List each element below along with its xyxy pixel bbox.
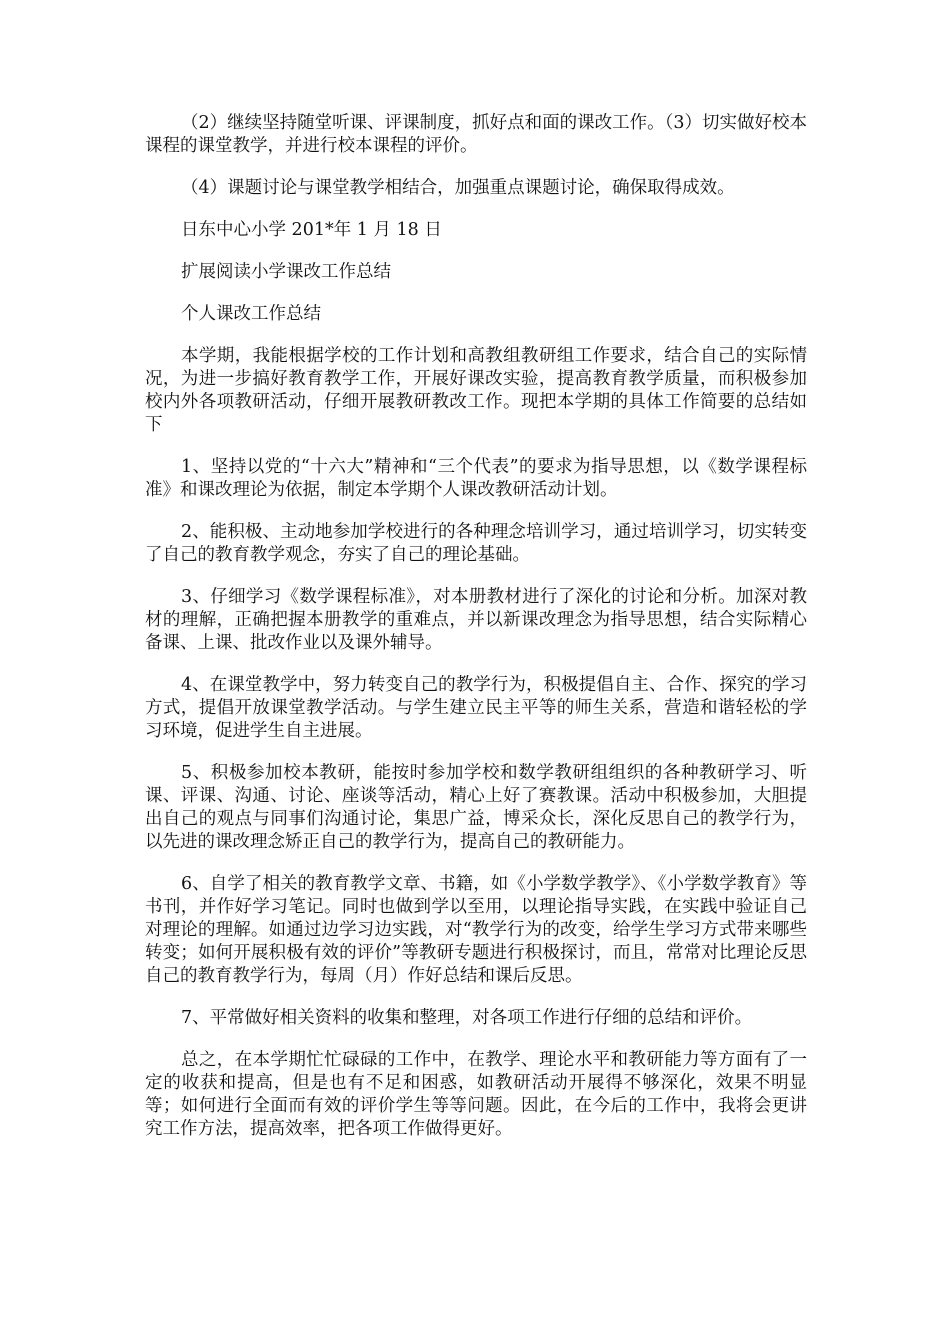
intro-paragraph: 本学期，我能根据学校的工作计划和高教组教研组工作要求，结合自己的实际情况，为进一步搞好教育教学工作，开展好课改实验，提高教育教学质量，而积极参加校内外各项教研活动，仔细开展教研教改工作。现把本学期的具体工作简要的总结如下 — [145, 346, 807, 435]
paragraph-1: （2）继续坚持随堂听课、评课制度，抓好点和面的课改工作。（3）切实做好校本课程的课堂教学，并进行校本课程的评价。 — [145, 113, 808, 156]
extended-reading-title: 扩展阅读小学课改工作总结 — [181, 262, 391, 282]
item-6-paragraph: 6、自学了相关的教育教学文章、书籍，如《小学数学教学》、《小学数学教育》等书刊，并作好学习笔记。同时也做到学以至用，以理论指导实践，在实践中验证自己对理论的理解。如通过边学习边实践，对“教学行为的改变，给学生学习方式带来哪些转变；如何开展积极有效的评价”等教研专题进行积极探讨，而且，常常对比理论反思自己的教育教学行为，每周（月）作好总结和课后反思。 — [145, 874, 807, 986]
conclusion-paragraph: 总之，在本学期忙忙碌碌的工作中，在教学、理论水平和教研能力等方面有了一定的收获和提高，但是也有不足和困惑，如教研活动开展得不够深化，效果不明显等；如何进行全面而有效的评价学生等等问题。因此，在今后的工作中，我将会更讲究工作方法，提高效率，把各项工作做得更好。 — [145, 1050, 807, 1139]
item-1-paragraph: 1、坚持以党的“十六大”精神和“三个代表”的要求为指导思想，以《数学课程标准》和课改理论为依据，制定本学期个人课改教研活动计划。 — [145, 457, 807, 500]
item-7-paragraph: 7、平常做好相关资料的收集和整理，对各项工作进行仔细的总结和评价。 — [181, 1008, 753, 1028]
paragraph-2: （4）课题讨论与课堂教学相结合，加强重点课题讨论，确保取得成效。 — [181, 178, 735, 198]
date-line: 日东中心小学 201*年 1 月 18 日 — [181, 220, 442, 240]
item-2-paragraph: 2、能积极、主动地参加学校进行的各种理念培训学习，通过培训学习，切实转变了自己的教育教学观念，夯实了自己的理论基础。 — [145, 522, 807, 565]
item-3-paragraph: 3、仔细学习《数学课程标准》，对本册教材进行了深化的讨论和分析。加深对教材的理解，正确把握本册教学的重难点，并以新课改理念为指导思想，结合实际精心备课、上课、批改作业以及课外辅导。 — [145, 587, 807, 653]
item-4-paragraph: 4、在课堂教学中，努力转变自己的教学行为，积极提倡自主、合作、探究的学习方式，提倡开放课堂教学活动。与学生建立民主平等的师生关系，营造和谐轻松的学习环境，促进学生自主进展。 — [145, 675, 807, 741]
document-body — [145, 112, 807, 1160]
item-5-paragraph: 5、积极参加校本教研，能按时参加学校和数学教研组组织的各种教研学习、听课、评课、沟通、讨论、座谈等活动，精心上好了赛教课。活动中积极参加，大胆提出自己的观点与同事们沟通讨论，集思广益，博采众长，深化反思自己的教学行为，以先进的课改理念矫正自己的教学行为，提高自己的教研能力。 — [145, 763, 807, 852]
section-title: 个人课改工作总结 — [181, 304, 321, 324]
